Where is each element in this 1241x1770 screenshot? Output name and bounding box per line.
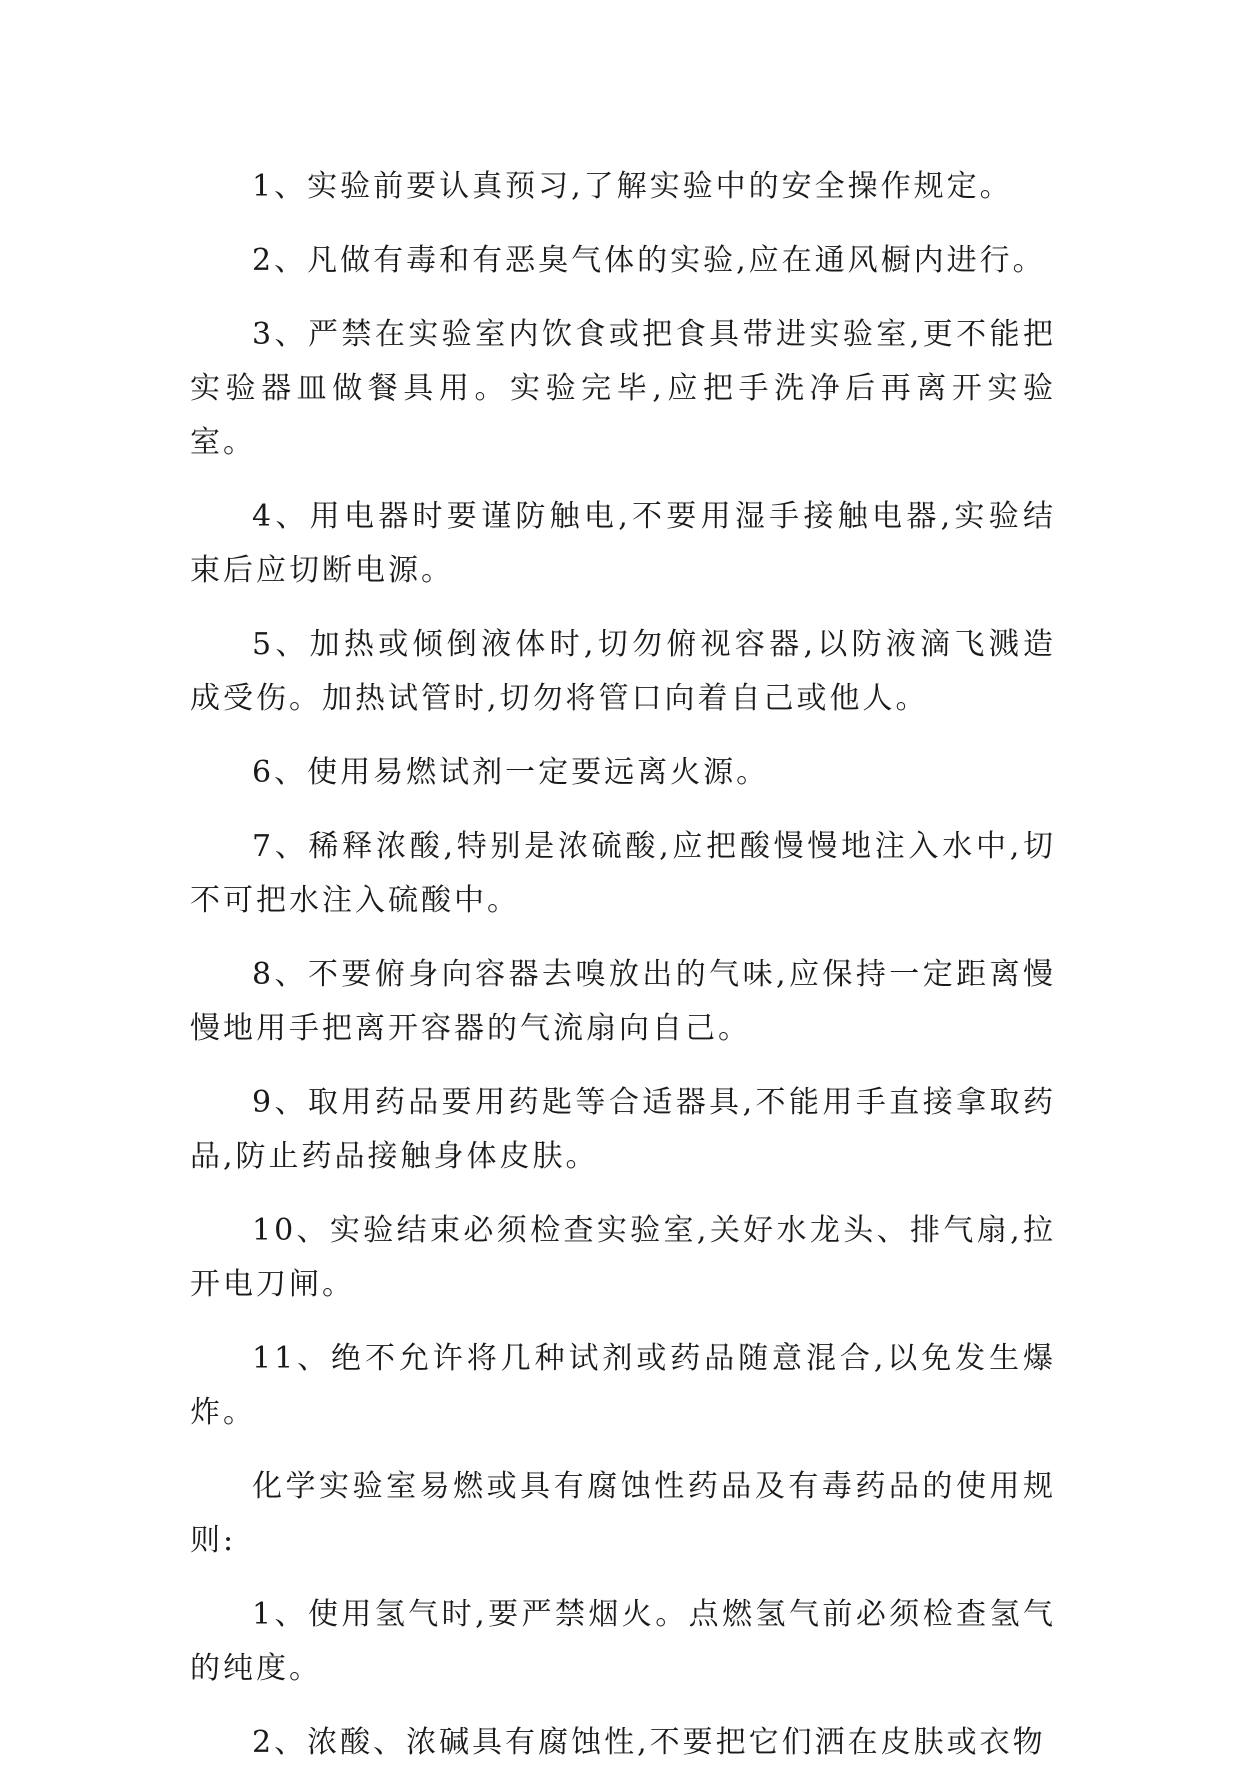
rule-paragraph-9: 9、取用药品要用药匙等合适器具,不能用手直接拿取药品,防止药品接触身体皮肤。 — [190, 1085, 1056, 1174]
rule-paragraph-11: 11、绝不允许将几种试剂或药品随意混合,以免发生爆炸。 — [190, 1341, 1056, 1430]
rule-paragraph-1: 1、实验前要认真预习,了解实验中的安全操作规定。 — [252, 169, 1013, 204]
usage-rule-paragraph-1: 1、使用氢气时,要严禁烟火。点燃氢气前必须检查氢气的纯度。 — [190, 1597, 1056, 1686]
section-heading: 化学实验室易燃或具有腐蚀性药品及有毒药品的使用规则: — [190, 1469, 1056, 1558]
rule-paragraph-3: 3、严禁在实验室内饮食或把食具带进实验室,更不能把实验器皿做餐具用。实验完毕,应把手洗净后再离开实验室。 — [190, 317, 1056, 460]
rule-paragraph-2: 2、凡做有毒和有恶臭气体的实验,应在通风橱内进行。 — [252, 243, 1046, 278]
rule-paragraph-8: 8、不要俯身向容器去嗅放出的气味,应保持一定距离慢慢地用手把离开容器的气流扇向自己。 — [190, 957, 1056, 1046]
rule-paragraph-4: 4、用电器时要谨防触电,不要用湿手接触电器,实验结束后应切断电源。 — [190, 499, 1056, 588]
rule-paragraph-7: 7、稀释浓酸,特别是浓硫酸,应把酸慢慢地注入水中,切不可把水注入硫酸中。 — [190, 829, 1056, 918]
rule-paragraph-10: 10、实验结束必须检查实验室,关好水龙头、排气扇,拉开电刀闸。 — [190, 1213, 1056, 1302]
document-page — [190, 160, 1056, 1770]
rule-paragraph-6: 6、使用易燃试剂一定要远离火源。 — [252, 755, 770, 790]
rule-paragraph-5: 5、加热或倾倒液体时,切勿俯视容器,以防液滴飞溅造成受伤。加热试管时,切勿将管口向着自己或他人。 — [190, 627, 1056, 716]
usage-rule-paragraph-2: 2、浓酸、浓碱具有腐蚀性,不要把它们洒在皮肤或衣物 — [252, 1725, 1046, 1760]
